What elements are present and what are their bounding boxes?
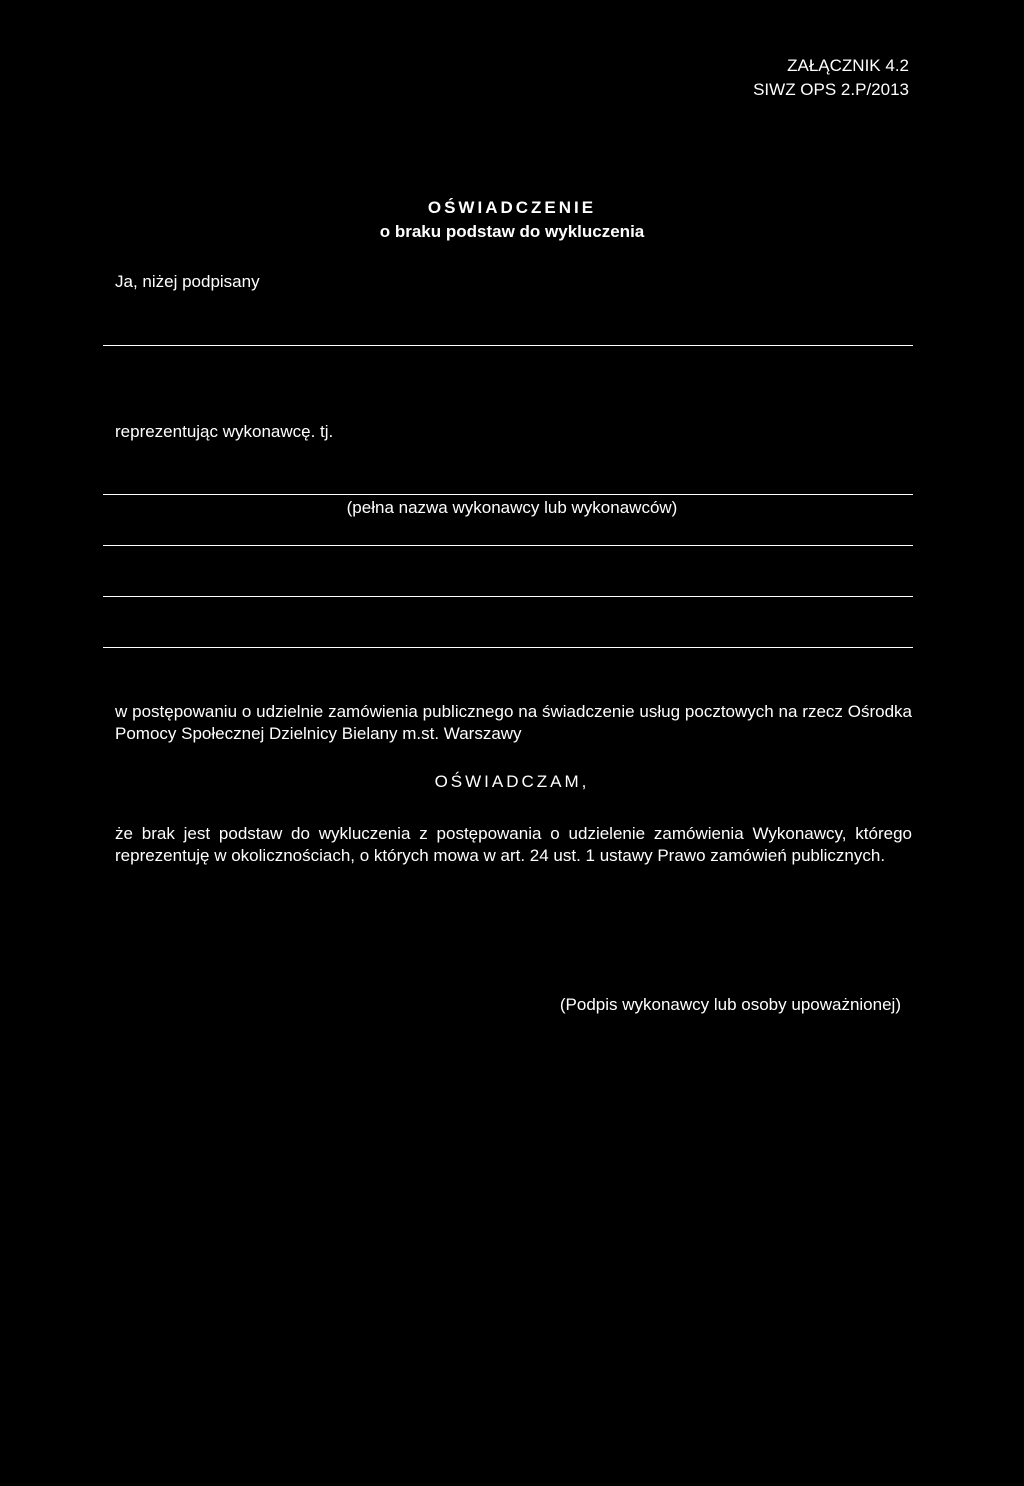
procedure-paragraph: w postępowaniu o udzielnie zamówienia publicznego na świadczenie usług pocztowych na rzecz Ośrodka Pomocy Społecznej Dzielnicy Bielany m.st. Warszawy [115, 702, 912, 743]
contractor-line-2[interactable] [103, 545, 913, 546]
declare-heading: OŚWIADCZAM, [434, 772, 590, 791]
contractor-name-line[interactable] [103, 494, 913, 495]
reference-number: SIWZ OPS 2.P/2013 [753, 80, 909, 99]
undersigned-label: Ja, niżej podpisany [115, 272, 260, 291]
document-title: OŚWIADCZENIE [427, 198, 597, 217]
contractor-name-caption: (pełna nazwa wykonawcy lub wykonawców) [346, 498, 678, 517]
contractor-line-3[interactable] [103, 596, 913, 597]
document-subtitle: o braku podstaw do wykluczenia [379, 222, 645, 241]
declaration-paragraph: że brak jest podstaw do wykluczenia z postępowania o udzielenie zamówienia Wykonawcy, którego reprezentuję w okolicznościach, o których mowa w art. 24 ust. 1 ustawy Prawo zamówień publicznych. [115, 824, 912, 865]
undersigned-name-line[interactable] [103, 345, 913, 346]
signature-caption: (Podpis wykonawcy lub osoby upoważnionej) [559, 995, 901, 1014]
attachment-number: ZAŁĄCZNIK 4.2 [787, 56, 909, 75]
representing-label: reprezentując wykonawcę. tj. [115, 422, 334, 441]
contractor-line-4[interactable] [103, 647, 913, 648]
